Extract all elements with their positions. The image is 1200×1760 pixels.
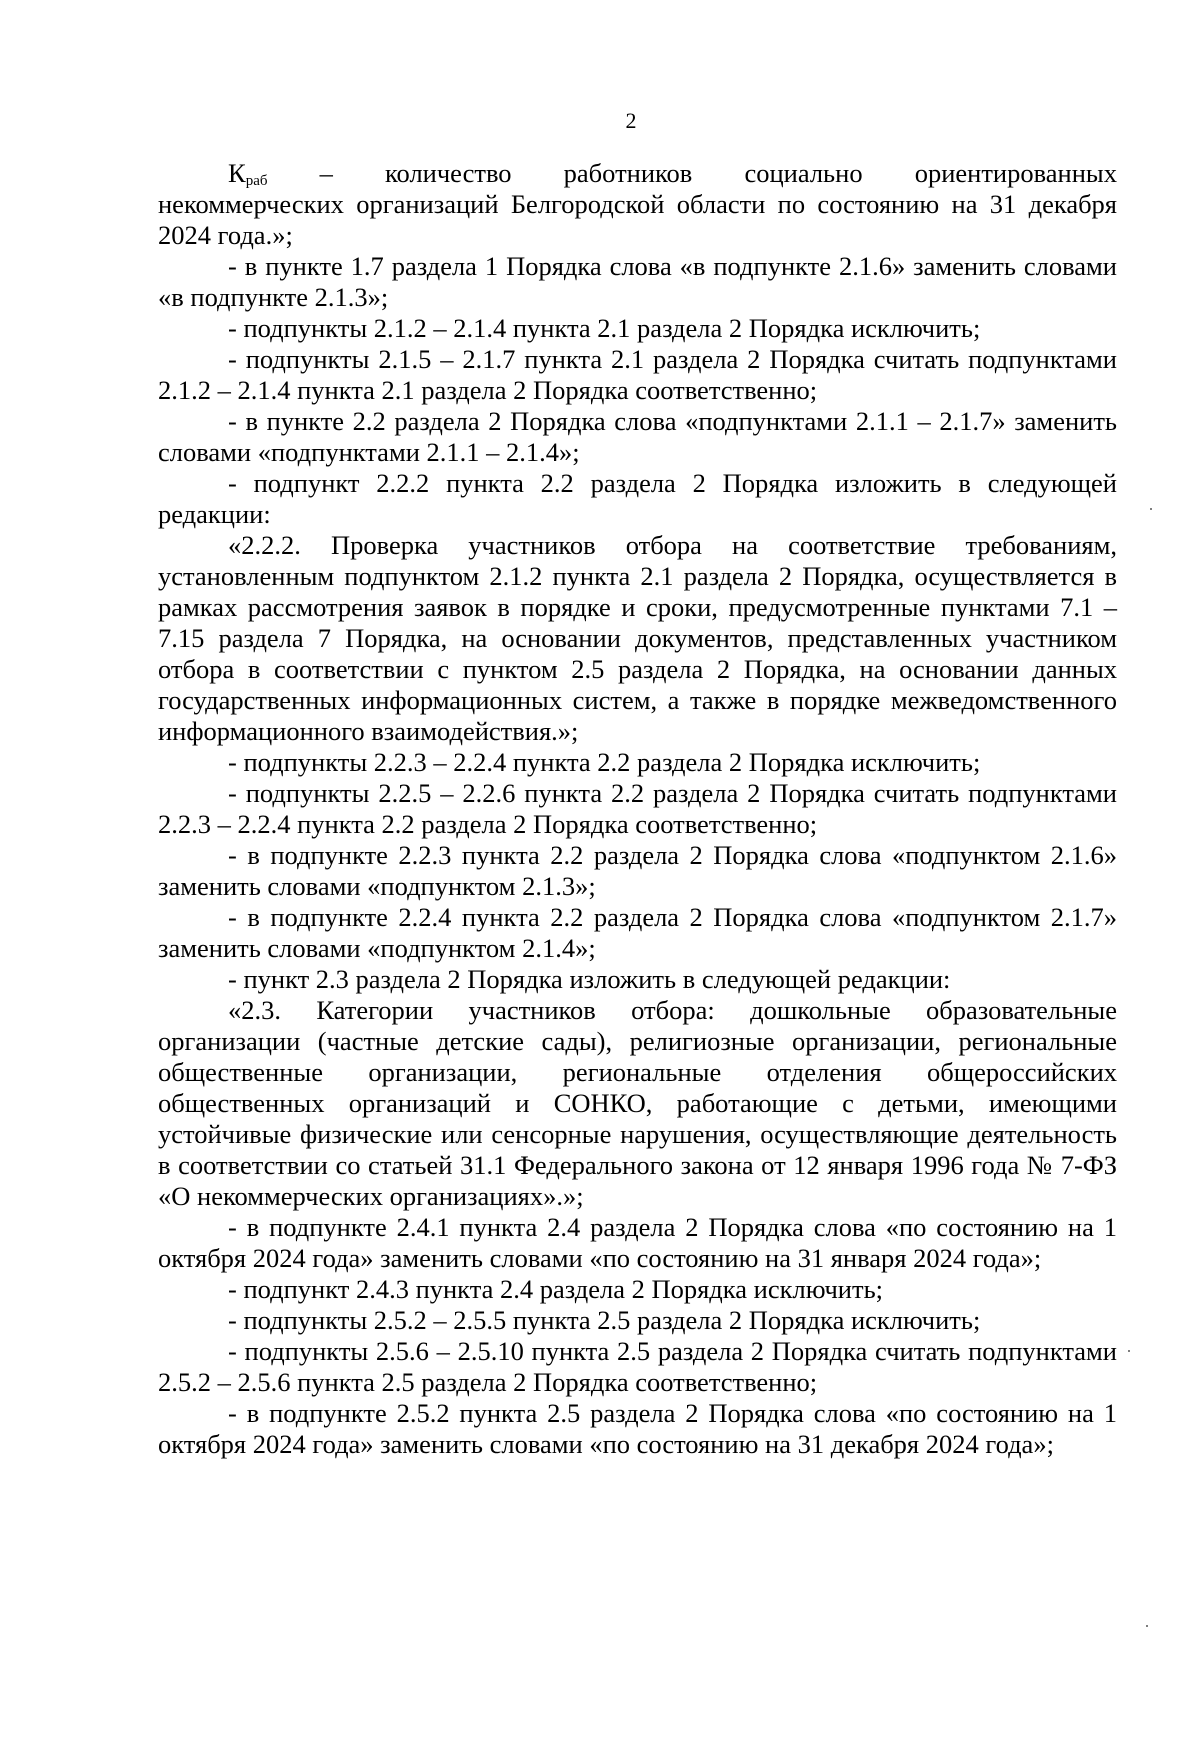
paragraph-list: [158, 189, 1117, 1460]
paragraph: - подпункт 2.4.3 пункта 2.4 раздела 2 Порядка исключить;: [228, 1274, 884, 1304]
paragraph: «2.2.2. Проверка участников отбора на соответствие требованиям, установленным подпунктом 2.1.2 пункта 2.1 раздела 2 Порядка, осуществляется в рамках рассмотрения заявок в порядке и сроки, предусмотренные пунктами 7.1 – 7.15 раздела 7 Порядка, на основании документов, представленных участником отбора в соответствии с пунктом 2.5 раздела 2 Порядка, на основании данных государственных информационных систем, а также в порядке межведомственного информационного взаимодействия.»;: [158, 530, 1117, 746]
k-word: работников: [563, 158, 693, 188]
paragraph: - в подпункте 2.2.3 пункта 2.2 раздела 2 Порядка слова «подпунктом 2.1.6» заменить словами «подпунктом 2.1.3»;: [158, 840, 1117, 901]
scan-speck: [1128, 1350, 1130, 1352]
scan-speck: [1150, 508, 1152, 510]
paragraph: - подпункт 2.2.2 пункта 2.2 раздела 2 Порядка изложить в следующей редакции:: [158, 468, 1117, 529]
paragraph: некоммерческих организаций Белгородской области по состоянию на 31 декабря 2024 года.»;: [158, 189, 1117, 250]
k-dash: –: [319, 158, 333, 188]
paragraph: - подпункты 2.5.6 – 2.5.10 пункта 2.5 раздела 2 Порядка считать подпунктами 2.5.2 – 2.5.6 пункта 2.5 раздела 2 Порядка соответственно;: [158, 1336, 1117, 1397]
paragraph: - в подпункте 2.5.2 пункта 2.5 раздела 2 Порядка слова «по состоянию на 1 октября 2024 года» заменить словами «по состоянию на 31 декабря 2024 года»;: [158, 1398, 1117, 1459]
paragraph: - подпункты 2.2.3 – 2.2.4 пункта 2.2 раздела 2 Порядка исключить;: [228, 747, 981, 777]
scan-speck: [1146, 1625, 1148, 1627]
k-symbol: $К_{раб}$: [228, 158, 268, 189]
k-subscript: раб: [245, 173, 268, 189]
k-definition-line: [158, 158, 1117, 189]
paragraph: - подпункты 2.1.5 – 2.1.7 пункта 2.1 раздела 2 Порядка считать подпунктами 2.1.2 – 2.1.4 пункта 2.1 раздела 2 Порядка соответственно;: [158, 344, 1117, 405]
page-number: 2: [625, 108, 637, 133]
document-body: [158, 158, 1117, 1460]
paragraph: - в подпункте 2.4.1 пункта 2.4 раздела 2 Порядка слова «по состоянию на 1 октября 2024 года» заменить словами «по состоянию на 31 января 2024 года»;: [158, 1212, 1117, 1273]
paragraph: «2.3. Категории участников отбора: дошкольные образовательные организации (частные детские сады), религиозные организации, региональные общественные организации, региональные отделения общероссийских общественных организаций и СОНКО, работающие с детьми, имеющими устойчивые физические или сенсорные нарушения, осуществляющие деятельность в соответствии со статьей 31.1 Федерального закона от 12 января 1996 года № 7-ФЗ «О некоммерческих организациях».»;: [158, 995, 1117, 1211]
paragraph: - подпункты 2.2.5 – 2.2.6 пункта 2.2 раздела 2 Порядка считать подпунктами 2.2.3 – 2.2.4 пункта 2.2 раздела 2 Порядка соответственно;: [158, 778, 1117, 839]
k-word: ориентированных: [914, 158, 1117, 188]
paragraph: - пункт 2.3 раздела 2 Порядка изложить в следующей редакции:: [228, 964, 951, 994]
k-word: количество: [385, 158, 512, 188]
paragraph: - подпункты 2.1.2 – 2.1.4 пункта 2.1 раздела 2 Порядка исключить;: [228, 313, 981, 343]
paragraph: - в пункте 1.7 раздела 1 Порядка слова «в подпункте 2.1.6» заменить словами «в подпункте 2.1.3»;: [158, 251, 1117, 312]
paragraph: - подпункты 2.5.2 – 2.5.5 пункта 2.5 раздела 2 Порядка исключить;: [228, 1305, 981, 1335]
k-word: социально: [744, 158, 863, 188]
paragraph: - в пункте 2.2 раздела 2 Порядка слова «подпунктами 2.1.1 – 2.1.7» заменить словами «подпунктами 2.1.1 – 2.1.4»;: [158, 406, 1117, 467]
paragraph: - в подпункте 2.2.4 пункта 2.2 раздела 2 Порядка слова «подпунктом 2.1.7» заменить словами «подпунктом 2.1.4»;: [158, 902, 1117, 963]
